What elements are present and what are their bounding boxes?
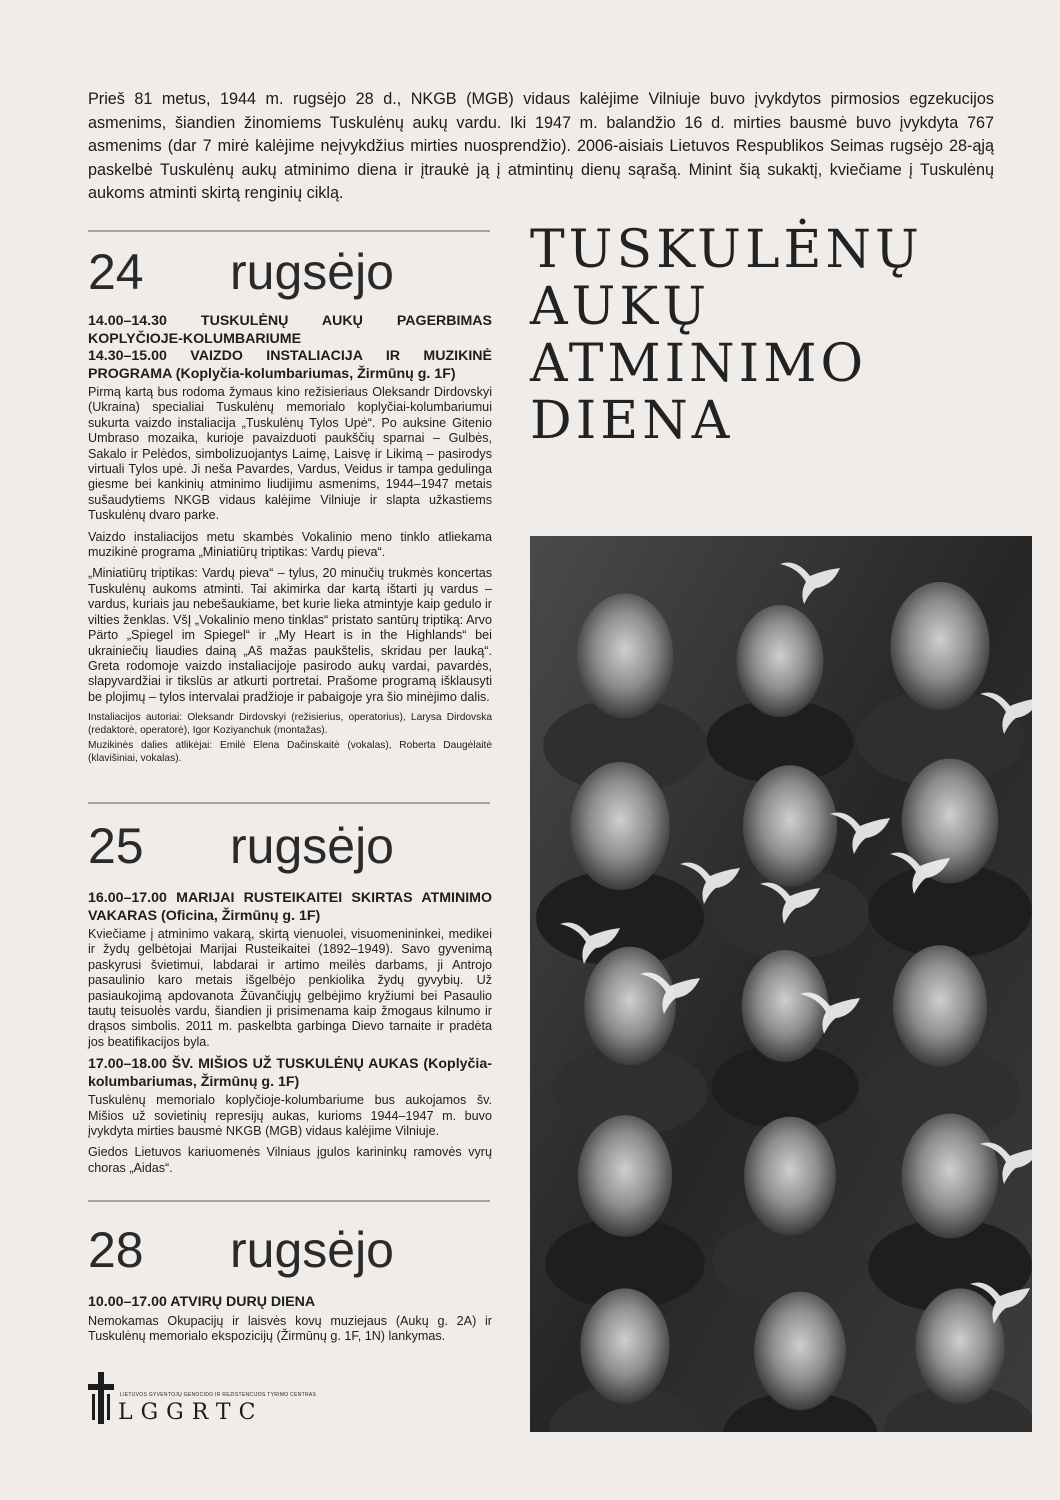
event-description: Kviečiame į atminimo vakarą, skirtą vienuolei, visuomenininkei, medikei ir žydų gelbėtojai Marijai Rusteikaitei (1892–1949). Savo gyvenimą paskyrusi švietimui, labdarai ir artimo meilės darbams, ji Antrojo pasaulinio karo metais išgelbėjo penkiolika žydų gyvybių. Už pasiaukojimą apdovanota Žūvančiųjų gelbėjimo kryžiumi bei Pasaulio tautų teisuolės vardu, šiandien ji prisimenama kaip žmogaus kilnumo ir drąsos simbolis. 2011 m. paskelbta garbinga Dievo tarnaite ir pradėta jos beatifikacijos byla. <box>88 927 492 1049</box>
organization-abbreviation: LGGRTC <box>118 1400 264 1425</box>
day-24-section <box>88 313 492 765</box>
event-heading: 17.00–18.00 ŠV. MIŠIOS UŽ TUSKULĖNŲ AUKAS (Koplyčia-kolumbariumas, Žirmūnų g. 1F) <box>88 1056 492 1090</box>
intro-paragraph: Prieš 81 metus, 1944 m. rugsėjo 28 d., NKGB (MGB) vidaus kalėjime Vilniuje buvo įvykdytos pirmosios egzekucijos asmenims, šiandien žinomiems Tuskulėnų aukų vardu. Iki 1947 m. balandžio 16 d. mirties bausmė buvo įvykdyta 767 asmenims (dar 7 mirė kalėjime neįvykdžius mirties nuosprendžio). 2006-aisiais Lietuvos Respublikos Seimas rugsėjo 28-ąją paskelbė Tuskulėnų aukų atminimo diena ir įtraukė ją į atmintinų dienų sąrašą. Minint šią sukaktį, kviečiame į Tuskulėnų aukoms atminti skirtą renginių ciklą. <box>88 90 994 203</box>
title-line: TUSKULĖNŲ <box>530 220 923 280</box>
poster-title <box>530 222 1000 450</box>
event-description: Giedos Lietuvos kariuomenės Vilniaus įgulos karininkų ramovės vyrų choras „Aidas“. <box>88 1145 492 1175</box>
title-line: ATMINIMO <box>530 334 868 394</box>
portrait-collage <box>530 536 1032 1432</box>
day-28-section <box>88 1294 492 1350</box>
day-number: 24 <box>88 244 144 300</box>
month-label: rugsėjo <box>230 1222 394 1278</box>
cross-icon <box>88 1372 114 1424</box>
date-heading-25 <box>88 818 394 874</box>
title-line: DIENA <box>530 391 734 451</box>
day-number: 25 <box>88 818 144 874</box>
month-label: rugsėjo <box>230 818 394 874</box>
event-heading: 10.00–17.00 ATVIRŲ DURŲ DIENA <box>88 1294 316 1310</box>
title-line: AUKŲ <box>530 277 711 337</box>
event-description: Vaizdo instaliacijos metu skambės Vokalinio meno tinklo atliekama muzikinė programa „Miniatiūrų triptikas: Vardų pieva“. <box>88 529 492 560</box>
event-description: Tuskulėnų memorialo koplyčioje-kolumbariume bus aukojamos šv. Mišios už sovietinių represijų aukas, kurioms 1944–1947 m. buvo įvykdyta mirties bausmė NKGB (MGB) vidaus kalėjime Vilniuje. <box>88 1093 492 1139</box>
event-heading: 14.00–14.30 TUSKULĖNŲ AUKŲ PAGERBIMAS KOPLYČIOJE-KOLUMBARIUME <box>88 313 492 347</box>
credits: Instaliacijos autoriai: Oleksandr Dirdovskyi (režisierius, operatorius), Larysa Dirdovska (redaktorė, operatorė), Igor Koziyanchuk (montažas). <box>88 712 492 737</box>
event-heading: 14.30–15.00 VAIZDO INSTALIACIJA IR MUZIKINĖ PROGRAMA (Koplyčia-kolumbariumas, Žirmūnų g. 1F) <box>88 348 492 382</box>
lggrtc-logo <box>88 1372 408 1424</box>
portrait-faces <box>536 582 1032 1432</box>
portrait-collage-graphic <box>530 536 1032 1432</box>
credits: Muzikinės dalies atlikėjai: Emilė Elena Dačinskaitė (vokalas), Roberta Daugėlaitė (klavišiniai, vokalas). <box>88 740 492 765</box>
divider <box>88 802 490 804</box>
date-heading-28 <box>88 1222 394 1278</box>
organization-name: LIETUVOS GYVENTOJŲ GENOCIDO IR REZISTENCIJOS TYRIMO CENTRAS <box>120 1392 317 1398</box>
day-25-section <box>88 890 492 1182</box>
divider <box>88 230 490 232</box>
event-description: „Miniatiūrų triptikas: Vardų pieva“ – tylus, 20 minučių trukmės koncertas Tuskulėnų aukoms atminti. Tai akimirka dar kartą ištarti jų vardus – vardus, kuriais jau nebešaukiame, bet kurie lieka atmintyje kaip gedulo ir vilties ženklas. VšĮ „Vokalinio meno tinklas“ pristato santūrų triptiką: Arvo Pärto „Spiegel im Spiegel“ ir „My Heart is in the Highlands“ bei ukrainiečių liaudies dainą „Aš mažas paukštelis, skridau per lauką“. Greta rodomoje vaizdo instaliacijoje pasirodo aukų vardai, pavardės, slapyvardžiai ir tikslūs ar atkurti portretai. Prašome programą išklausyti be plojimų – tylos intervalai pradžioje ir pabaigoje yra šio minėjimo dalis. <box>88 566 492 704</box>
event-description: Nemokamas Okupacijų ir laisvės kovų muziejaus (Aukų g. 2A) ir Tuskulėnų memorialo ekspozicijų (Žirmūnų g. 1F, 1N) lankymas. <box>88 1313 492 1343</box>
date-heading-24 <box>88 244 394 300</box>
divider <box>88 1200 490 1202</box>
month-label: rugsėjo <box>230 244 394 300</box>
event-description: Pirmą kartą bus rodoma žymaus kino režisieriaus Oleksandr Dirdovskyi (Ukraina) specialiai Tuskulėnų memorialo koplyčiai-kolumbariumui sukurta vaizdo instaliacija „Tuskulėnų Tylos Upė“. Po auksine Gitenio Umbraso mozaika, kurioje pavaizduoti paukščių sparnai – Gulbės, Sakalo ir Pelėdos, simbolizuojantys Laimę, Laisvę ir Likimą – pasirodys virtuali Tylos upė. Ji neša Pavardes, Vardus, Veidus ir tampa gedulinga giesme bei kankinių atminimo liudijimu asmenims, 1944–1947 metais sušaudytiems NKGB vidaus kalėjime Vilniuje ir slapta užkastiems Tuskulėnų dvaro parke. <box>88 385 492 523</box>
day-number: 28 <box>88 1222 144 1278</box>
event-heading: 16.00–17.00 MARIJAI RUSTEIKAITEI SKIRTAS ATMINIMO VAKARAS (Oficina, Žirmūnų g. 1F) <box>88 890 492 924</box>
